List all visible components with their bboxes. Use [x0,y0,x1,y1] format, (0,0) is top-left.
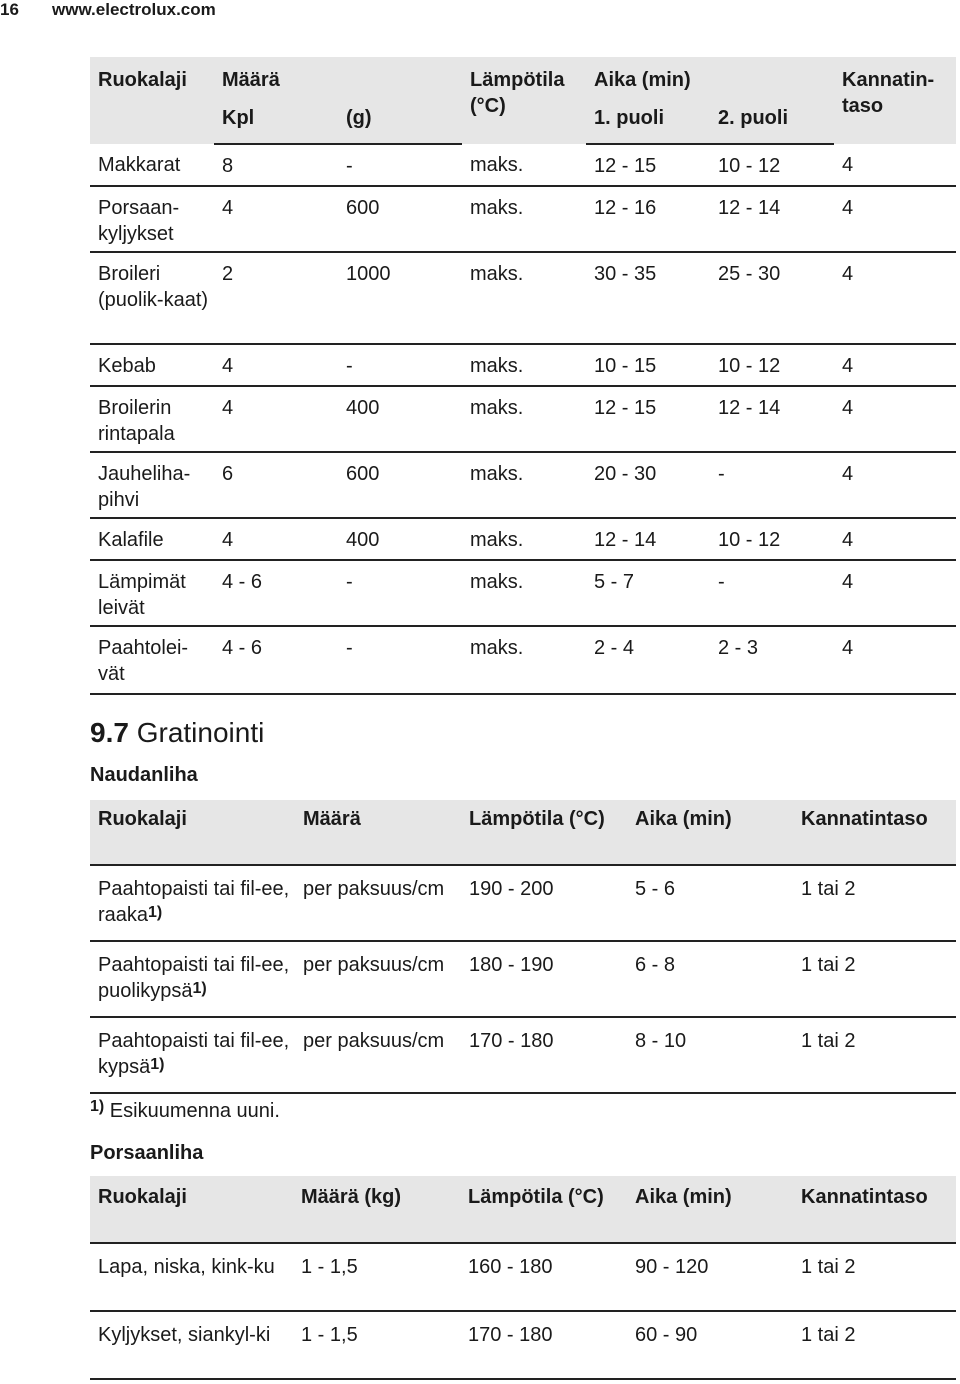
cell-pcs: 2 [214,252,338,344]
table-row [90,518,956,560]
dish-name: Paahtopaisti tai fil-ee, puolikypsä [98,954,290,1002]
pork-header-time: Aika (min) [627,1176,793,1243]
cell-dish: Lämpimät leivät [90,560,214,626]
beef-table [90,800,956,1094]
header-time: Aika (min) [586,57,834,105]
dish-name: Paahtopaisti tai fil-ee, kypsä [98,1030,290,1078]
header-shelf: Kannatin-taso [834,57,956,144]
cell-dish: Lapa, niska, kink-ku [90,1243,293,1311]
cell-shelf: 4 [834,452,956,518]
page-header [0,0,960,22]
pork-table [90,1176,956,1380]
cell-dish: Paahtolei-vät [90,626,214,694]
section-number: 9.7 [90,717,129,748]
cell-temperature: maks. [462,518,586,560]
table-row [90,1311,956,1379]
cell-temperature: maks. [462,144,586,186]
cell-dish: Jauheliha-pihvi [90,452,214,518]
cell-time-side1: 2 - 4 [586,626,710,694]
pork-header-dish: Ruokalaji [90,1176,293,1243]
table-row [90,560,956,626]
header-url: www.electrolux.com [52,0,216,19]
cell-shelf: 4 [834,344,956,386]
footnote-ref: 1) [192,980,207,997]
cell-time-side2: 10 - 12 [710,518,834,560]
cell-temperature: maks. [462,626,586,694]
table-row [90,186,956,252]
cell-grams: 1000 [338,252,462,344]
table-row [90,1017,956,1093]
cell-temperature: 160 - 180 [460,1243,627,1311]
cell-pcs: 8 [214,144,338,186]
cell-time: 5 - 6 [627,865,793,941]
footnote-ref: 1) [150,1056,165,1073]
cell-grams: 600 [338,452,462,518]
table-row [90,344,956,386]
cell-temperature: maks. [462,560,586,626]
cell-grams: 600 [338,186,462,252]
cell-time-side2: - [710,452,834,518]
cell-temperature: maks. [462,344,586,386]
cell-quantity: per paksuus/cm [295,865,461,941]
header-dish: Ruokalaji [90,57,214,144]
beef-header-time: Aika (min) [627,800,793,865]
table-row [90,941,956,1017]
cell-grams: - [338,626,462,694]
cell-grams: - [338,560,462,626]
header-side2: 2. puoli [710,105,834,144]
section-name: Gratinointi [136,717,265,748]
footnote-mark: 1) [90,1098,105,1115]
header-grams: (g) [338,105,462,144]
cell-dish: Broileri (puolik-kaat) [90,252,214,344]
cell-time-side2: 12 - 14 [710,186,834,252]
cell-time-side2: 10 - 12 [710,144,834,186]
cell-time-side1: 10 - 15 [586,344,710,386]
cell-quantity: 1 - 1,5 [293,1311,460,1379]
section-title [90,717,264,749]
cell-shelf: 4 [834,626,956,694]
cell-shelf: 1 tai 2 [793,941,956,1017]
cell-dish: Kyljykset, siankyl-ki [90,1311,293,1379]
pork-header-temperature: Lämpötila (°C) [460,1176,627,1243]
cell-dish [90,941,295,1017]
cell-time-side1: 20 - 30 [586,452,710,518]
header-side1: 1. puoli [586,105,710,144]
cell-dish: Broilerin rintapala [90,386,214,452]
cell-time-side1: 12 - 15 [586,144,710,186]
cell-pcs: 4 [214,518,338,560]
cell-pcs: 4 [214,386,338,452]
cell-shelf: 1 tai 2 [793,1243,956,1311]
table-row [90,144,956,186]
cell-time-side2: - [710,560,834,626]
dish-name: Paahtopaisti tai fil-ee, raaka [98,878,290,926]
cell-grams: 400 [338,386,462,452]
cell-pcs: 4 [214,186,338,252]
cell-time-side1: 30 - 35 [586,252,710,344]
cell-time: 6 - 8 [627,941,793,1017]
cell-shelf: 4 [834,186,956,252]
cell-time: 90 - 120 [627,1243,793,1311]
pork-header-quantity: Määrä (kg) [293,1176,460,1243]
cell-temperature: maks. [462,252,586,344]
cell-time-side2: 10 - 12 [710,344,834,386]
table-row [90,386,956,452]
cell-time-side1: 12 - 14 [586,518,710,560]
cell-dish: Kalafile [90,518,214,560]
grill-table [90,57,956,695]
cell-time-side1: 12 - 15 [586,386,710,452]
cell-time-side1: 12 - 16 [586,186,710,252]
cell-shelf: 4 [834,252,956,344]
cell-dish: Porsaan-kyljykset [90,186,214,252]
cell-grams: 400 [338,518,462,560]
cell-quantity: per paksuus/cm [295,1017,461,1093]
cell-dish: Kebab [90,344,214,386]
table-row [90,1243,956,1311]
cell-shelf: 4 [834,560,956,626]
cell-temperature: maks. [462,186,586,252]
header-pcs: Kpl [214,105,338,144]
cell-grams: - [338,144,462,186]
header-temperature: Lämpötila (°C) [462,57,586,144]
page-number: 16 [0,0,19,19]
cell-time: 8 - 10 [627,1017,793,1093]
pork-header-shelf: Kannatintaso [793,1176,956,1243]
cell-time-side1: 5 - 7 [586,560,710,626]
cell-shelf: 1 tai 2 [793,1017,956,1093]
cell-temperature: maks. [462,452,586,518]
cell-time-side2: 12 - 14 [710,386,834,452]
cell-pcs: 4 - 6 [214,560,338,626]
table-row [90,865,956,941]
cell-time-side2: 25 - 30 [710,252,834,344]
cell-temperature: 180 - 190 [461,941,627,1017]
cell-dish [90,865,295,941]
pork-heading: Porsaanliha [90,1142,204,1164]
header-quantity: Määrä [214,57,462,105]
cell-shelf: 4 [834,144,956,186]
cell-temperature: 170 - 180 [461,1017,627,1093]
cell-quantity: 1 - 1,5 [293,1243,460,1311]
beef-header-shelf: Kannatintaso [793,800,956,865]
cell-pcs: 4 [214,344,338,386]
cell-shelf: 1 tai 2 [793,865,956,941]
cell-pcs: 6 [214,452,338,518]
cell-shelf: 1 tai 2 [793,1311,956,1379]
beef-header-temperature: Lämpötila (°C) [461,800,627,865]
footnote [90,1100,280,1123]
cell-shelf: 4 [834,386,956,452]
cell-temperature: maks. [462,386,586,452]
table-row [90,452,956,518]
table-row [90,626,956,694]
cell-time: 60 - 90 [627,1311,793,1379]
beef-header-quantity: Määrä [295,800,461,865]
cell-grams: - [338,344,462,386]
cell-time-side2: 2 - 3 [710,626,834,694]
cell-pcs: 4 - 6 [214,626,338,694]
beef-header-dish: Ruokalaji [90,800,295,865]
cell-quantity: per paksuus/cm [295,941,461,1017]
cell-temperature: 190 - 200 [461,865,627,941]
cell-temperature: 170 - 180 [460,1311,627,1379]
beef-heading: Naudanliha [90,764,198,786]
table-row [90,252,956,344]
footnote-ref: 1) [148,904,163,921]
footnote-text: Esikuumenna uuni. [109,1100,280,1122]
cell-dish [90,1017,295,1093]
cell-shelf: 4 [834,518,956,560]
cell-dish: Makkarat [90,144,214,186]
